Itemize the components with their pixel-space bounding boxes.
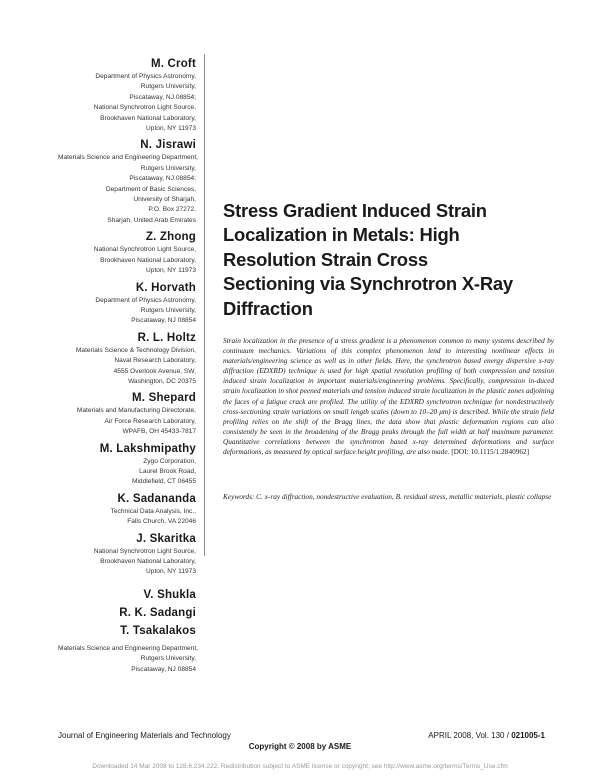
affiliation-line: Rutgers University,: [140, 655, 196, 663]
affiliation-line: Rutgers University,: [140, 306, 196, 314]
title-line: Sectioning via Synchrotron X-Ray: [223, 273, 513, 295]
author-name: M. Croft: [150, 58, 196, 70]
affiliation-line: Materials and Manufacturing Directorate,: [76, 407, 196, 415]
affiliation-line: National Synchrotron Light Source,: [93, 246, 196, 254]
author-block: [58, 391, 196, 437]
author-block: [58, 624, 199, 675]
affiliation-line: Brookhaven National Laboratory,: [100, 114, 196, 122]
affiliation-line: Rutgers University,: [140, 164, 196, 172]
author-block: [58, 588, 196, 602]
author-name: M. Lakshmipathy: [99, 442, 196, 455]
author-block: [58, 138, 199, 226]
affiliation-line: Upton, NY 11973: [146, 125, 196, 133]
author-block: [58, 606, 196, 620]
copyright-notice: Copyright © 2008 by ASME: [248, 742, 352, 751]
affiliation-line: Upton, NY 11973: [146, 568, 196, 576]
author-name: R. L. Holtz: [137, 331, 196, 344]
affiliation-line: National Synchrotron Light Source,: [93, 104, 196, 112]
affiliation-line: University of Sharjah,: [133, 196, 196, 204]
affiliation-line: Piscataway, NJ 08854;: [129, 93, 196, 101]
author-block: [58, 442, 196, 488]
author-name: R. K. Sadangi: [119, 606, 196, 619]
affiliation-line: Department of Physics Astronomy,: [95, 296, 196, 304]
affiliation-line: Falls Church, VA 22046: [127, 518, 196, 526]
abstract-text: Strain localization in the presence of a stress gradient is a phenomenon common to many systems described by continuum mechanics. Variations of this complex phenomenon lend to interesting nonlinear effects in materials/engineering science as well as in other fields. Here, the synchrotron based energy dispersive x-ray diffraction (EDXRD) technique is used for high spatial resolution profiling of both compression and tension induced strain localization in important materials/engineering problems. Specifically, compression in-duced strain localization in shot peened materials and tension induced strain localization in the plastic zones adjoining the faces of a fatigue crack are profiled. The utility of the EDXRD synchrotron technique for nondestructively cross-sectioning strain variations on small length scales (down to 10–20 μm) is described. While the strain field profiling relies on the shift of the Bragg lines, the data show that plastic deformation regions can also consistently be seen in the broadening of the Bragg peaks through the full width at half maximum parameter. Quantitative correlations between the synchrotron based x-ray determined deformations and surface deformations, as measured by optical surface height profiling, are also made.: [223, 336, 554, 457]
author-name: M. Shepard: [132, 392, 196, 405]
issue-info: [428, 731, 545, 740]
author-block: [58, 281, 196, 327]
author-name: N. Jisrawi: [140, 139, 196, 152]
author-block: [58, 331, 196, 388]
author-name: J. Skaritka: [136, 532, 196, 545]
issue-date-volume: APRIL 2008, Vol. 130: [428, 731, 505, 740]
title-line: Localization in Metals: High: [223, 224, 460, 246]
affiliation-line: Materials Science & Technology Division,: [75, 346, 196, 354]
author-name: K. Sadananda: [117, 492, 196, 505]
affiliation-line: Upton, NY 11973: [146, 267, 196, 275]
title-line: Stress Gradient Induced Strain: [223, 200, 487, 221]
affiliation-line: Department of Physics Astronomy,: [95, 73, 196, 80]
affiliation-line: Air Force Research Laboratory,: [104, 417, 196, 425]
affiliation-line: Brookhaven National Laboratory,: [100, 558, 196, 565]
affiliation-line: Washington, DC 20375: [128, 377, 196, 385]
affiliation-line: 4555 Overlook Avenue, SW,: [113, 367, 196, 375]
affiliation-line: Piscataway, NJ 08854: [131, 317, 196, 325]
title-line: Diffraction: [223, 297, 313, 319]
affiliation-line: Piscataway, NJ 08854: [131, 665, 196, 673]
keywords: Keywords: C. x-ray diffraction, nondestructive evaluation, B. residual stress, metallic materials, plastic collapse: [223, 492, 552, 501]
affiliation-line: Zygo Corporation,: [143, 457, 196, 465]
author-name: Z. Zhong: [145, 231, 196, 244]
affiliation-line: Sharjah, United Arab Emirates: [107, 216, 196, 224]
affiliation-line: Laurel Brook Road,: [139, 467, 196, 475]
download-notice: Downloaded 14 Mar 2008 to 128.6.234.222. Redistribution subject to ASME license or copyright; see http://www.asme.org/terms/Terms_Use.cfm: [92, 763, 508, 770]
paper-title: [223, 199, 553, 321]
affiliation-line: National Synchrotron Light Source,: [93, 547, 196, 555]
author-block: [58, 57, 196, 134]
column-divider: [204, 54, 205, 556]
affiliation-line: WPAFB, OH 45433-7817: [122, 428, 196, 436]
author-block: [58, 532, 196, 578]
journal-name: Journal of Engineering Materials and Technology: [58, 731, 231, 740]
author-list: [58, 57, 199, 679]
affiliation-line: Middlefield, CT 06455: [131, 478, 196, 486]
doi-reference[interactable]: [DOI: 10.1115/1.2840962]: [451, 447, 530, 457]
affiliation-line: Rutgers University,: [140, 83, 196, 91]
title-line: Resolution Strain Cross: [223, 248, 428, 270]
author-name: K. Horvath: [135, 281, 196, 294]
affiliation-line: Materials Science and Engineering Department,: [58, 644, 199, 652]
author-name: T. Tsakalakos: [120, 624, 196, 637]
author-block: [58, 230, 196, 276]
affiliation-line: Technical Data Analysis, Inc.,: [110, 507, 196, 515]
affiliation-line: P.O. Box 27272,: [148, 206, 196, 214]
affiliation-line: Piscataway, NJ 08854;: [129, 175, 196, 183]
abstract: [223, 336, 554, 457]
author-name: V. Shukla: [143, 588, 196, 601]
affiliation-line: Materials Science and Engineering Department,: [58, 154, 199, 162]
separator: /: [506, 731, 509, 740]
affiliation-line: Department of Basic Sciences,: [105, 185, 196, 193]
affiliation-line: Brookhaven National Laboratory,: [100, 256, 196, 264]
page-id: 021005-1: [511, 731, 545, 740]
author-block: [58, 492, 196, 528]
affiliation-line: Naval Research Laboratory,: [114, 357, 196, 365]
